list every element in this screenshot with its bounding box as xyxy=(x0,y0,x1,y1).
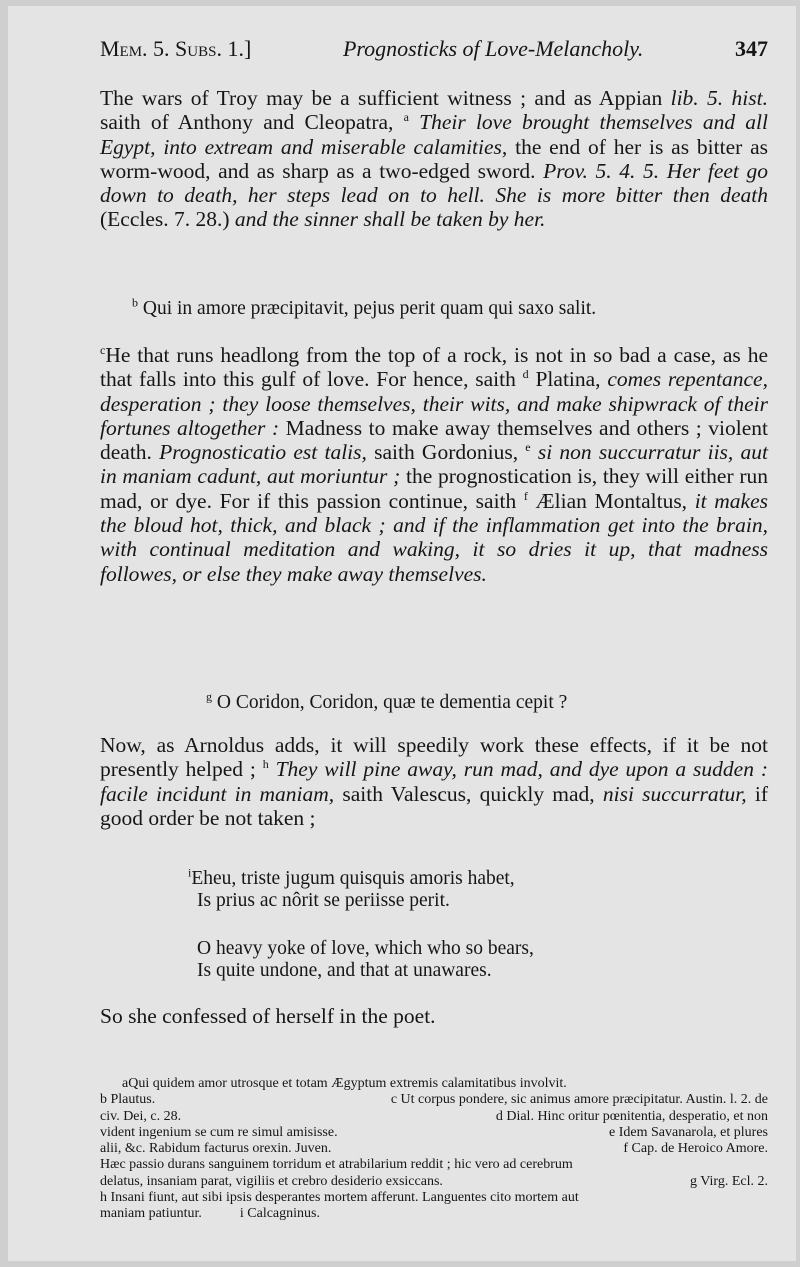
virgil-quote: $^g$ O Coridon, Coridon, quæ te dementia cepit ? xyxy=(206,689,568,713)
footnote-mark: d xyxy=(522,367,529,382)
section-reference: Mem. 5. Subs. 1.] xyxy=(100,36,252,61)
paragraph-troy: The wars of Troy may be a sufficient witness ; and as Appian lib. 5. hist. saith of Anthony and Cleopatra, $^a$ Their love brought themselves and all Egypt, into extream and miserable calamities, the end of her is as bitter as worm-wood, and as sharp as a two-edged sword. Prov. 5. 4. 5. Her feet go down to death, her steps lead on to hell. She is more bitter then death (Eccles. 7. 28.) and the sinner shall be taken by her. xyxy=(100,86,768,232)
book-page xyxy=(8,6,796,1261)
footnote-mark: f xyxy=(523,488,528,503)
latin-verse: $^i$Eheu, triste jugum quisquis amoris habet, Is prius ac nôrit se periisse perit. xyxy=(188,865,515,911)
footnote-mark: c xyxy=(100,342,106,357)
running-header xyxy=(100,36,768,62)
footnote-mark: i xyxy=(188,865,192,880)
footnote-mark: e xyxy=(525,440,531,455)
footnote-mark: b xyxy=(132,295,138,310)
latin-quote: $^b$ Qui in amore præcipitavit, pejus perit quam qui saxo salit. xyxy=(132,295,597,319)
footnote-mark: h xyxy=(262,757,269,772)
closing-line: So she confessed of herself in the poet. xyxy=(100,1004,436,1028)
running-title: Prognosticks of Love-Melancholy. xyxy=(342,36,644,61)
footnote-mark: a xyxy=(403,110,409,125)
footnote-mark: g xyxy=(206,689,212,704)
english-verse: O heavy yoke of love, which who so bears, Is quite undone, and that at unawares. xyxy=(197,938,534,981)
paragraph-arnoldus: Now, as Arnoldus adds, it will speedily work these effects, if it be not presently helped ; $^h$ They will pine away, run mad, and dye upon a sudden : facile incidunt in maniam, saith Valescus, quickly mad, nisi succurratur, if good order be not taken ; xyxy=(100,733,768,830)
footnotes: aQui quidem amor utrosque et totam Ægyptum extremis calamitatibus involvit. b Plautus. c Ut corpus pondere, sic animus amore præcipitatur. Austin. l. 2. de civ. Dei, c. 28. d Dial. Hinc oritur pœnitentia, desperatio, et non vident ingenium se cum re simul amisisse. e Idem Savanarola, et plures alii, &c. Rabidum facturus orexin. Juven. f Cap. de Heroico Amore. Hæc passio durans sanguinem torridum et atrabilarium reddit ; hic vero ad cerebrum delatus, insaniam parat, vigiliis et crebro desiderio exsiccans. g Virg. Ecl. 2. h Insani fiunt, aut sibi ipsis desperantes mortem afferunt. Languentes cito mortem aut maniam patiuntur. i Calcagninus. xyxy=(100,1076,768,1222)
page-number: 347 xyxy=(735,36,768,61)
paragraph-headlong: $^c$He that runs headlong from the top of a rock, is not in so bad a case, as he that falls into this gulf of love. For hence, saith $^d$ Platina, comes repentance, desperation ; they loose themselves, their wits, and make shipwrack of their fortunes altogether : Madness to make away themselves and others ; violent death. Prognosticatio est talis, saith Gordonius, $^e$ si non succurratur iis, aut in maniam cadunt, aut moriuntur ; the prognostication is, they will either run mad, or dye. For if this passion continue, saith $^f$ Ælian Montaltus, it makes the bloud hot, thick, and black ; and if the inflammation get into the brain, with continual meditation and waking, it so dries it up, that madness followes, or else they make away themselves. xyxy=(100,342,768,586)
